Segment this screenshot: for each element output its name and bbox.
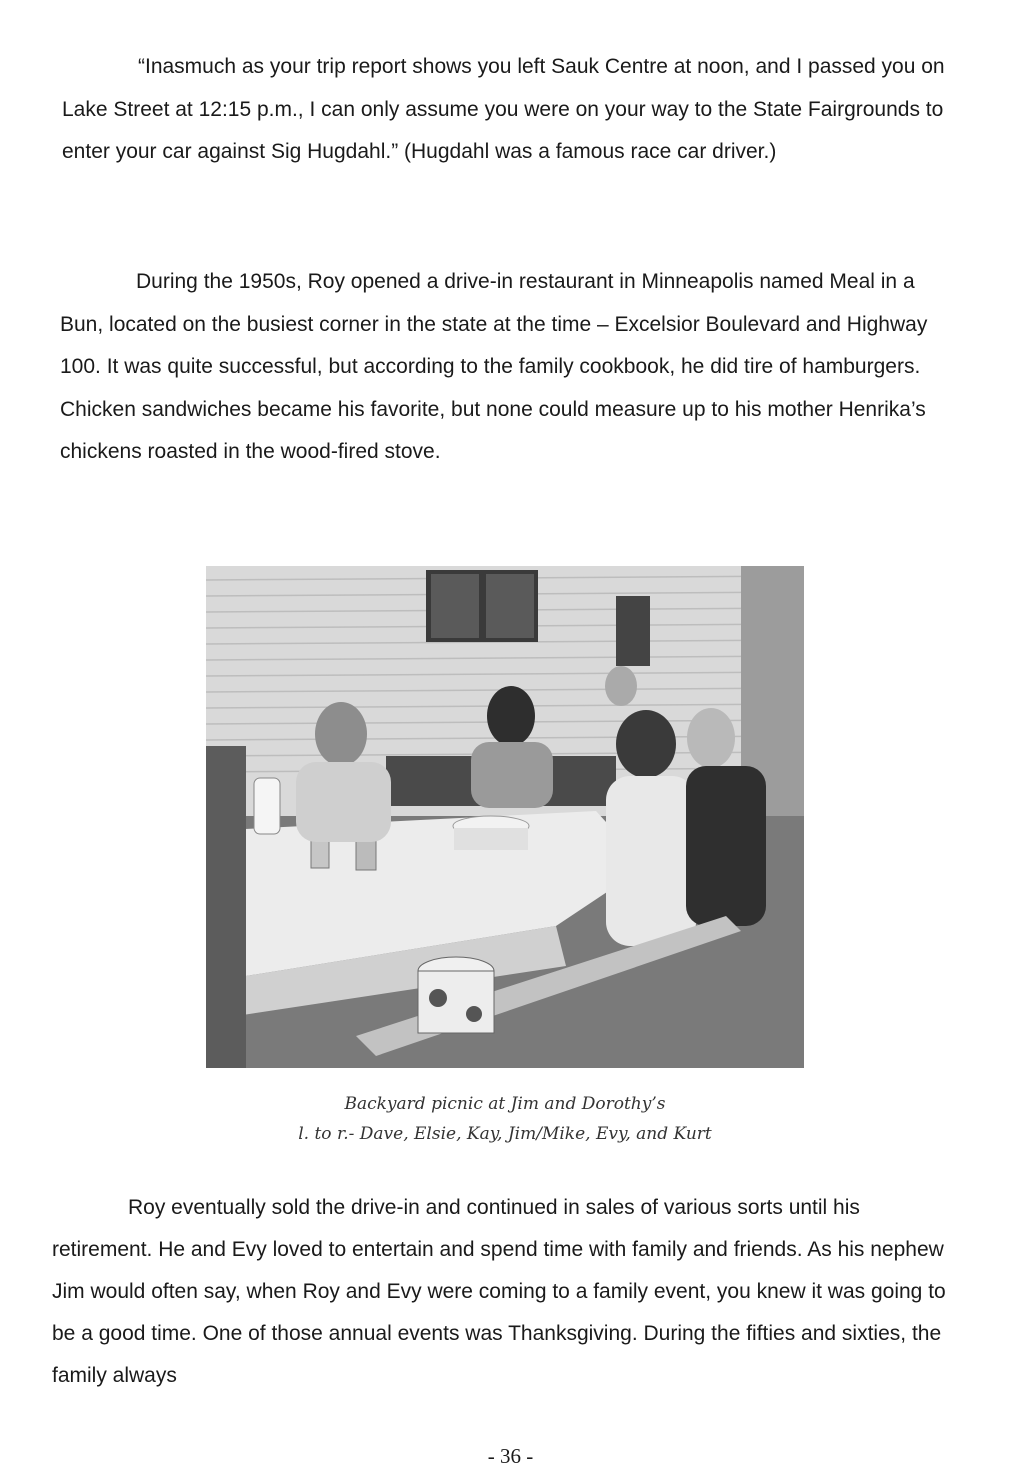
paragraph-trip-report: “Inasmuch as your trip report shows you left Sauk Centre at noon, and I passed you on Lake Street at 12:15 p.m., I can only assume you were on your way to the State Fairgrounds to enter your car against Sig Hugdahl.” (Hugdahl was a famous race car driver.) [62,55,945,163]
paragraph-drive-in: During the 1950s, Roy opened a drive-in restaurant in Minneapolis named Meal in a Bun, located on the busiest corner in the state at the time – Excelsior Boulevard and Highway 100. It was quite successful, but according to the family cookbook, he did tire of hamburgers. Chicken sandwiches became his favorite, but none could measure up to his mother Henrika’s chickens roasted in the wood-fired stove. [60,270,928,463]
photo-caption-names: l. to r.- Dave, Elsie, Kay, Jim/Mike, Evy, and Kurt [298,1124,712,1144]
picnic-photo [206,566,804,1068]
photo-caption-title: Backyard picnic at Jim and Dorothy’s [344,1094,666,1114]
page-number: - 36 - [487,1444,534,1468]
paragraph-retirement: Roy eventually sold the drive-in and continued in sales of various sorts until his retirement. He and Evy loved to entertain and spend time with family and friends. As his nephew Jim would often say, when Roy and Evy were coming to a family event, you knew it was going to be a good time. One of those annual events was Thanksgiving. During the fifties and sixties, the family always [52,1196,946,1387]
